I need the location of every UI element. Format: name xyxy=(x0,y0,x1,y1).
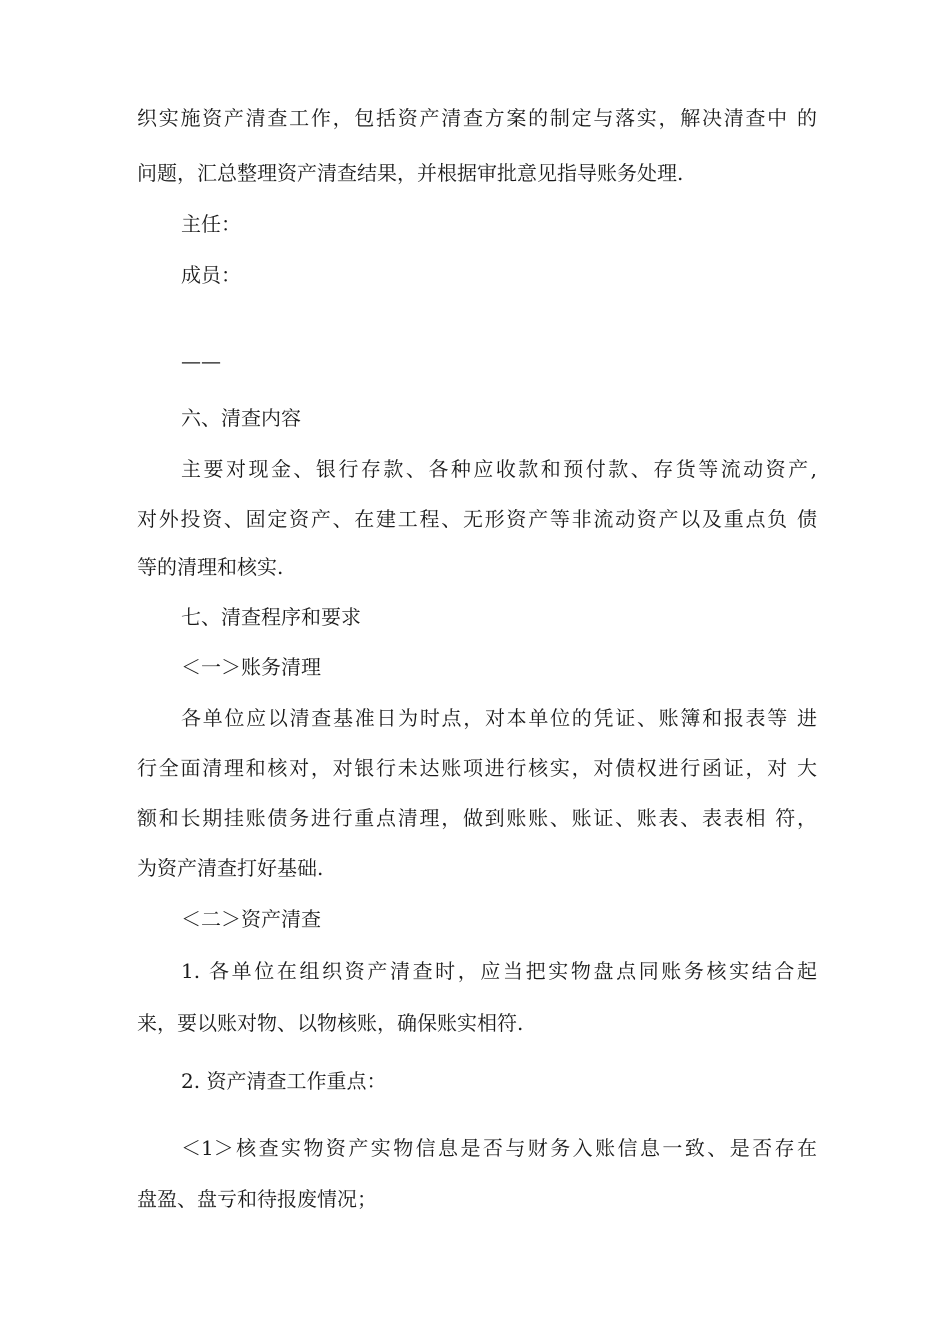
paragraph-line: 为资产清查打好基础. xyxy=(137,856,324,880)
subsection-heading: ＜一＞账务清理 xyxy=(181,655,321,679)
subsection-heading: ＜二＞资产清查 xyxy=(181,907,321,931)
section-heading: 七、清查程序和要求 xyxy=(181,605,361,629)
paragraph-line: 问题，汇总整理资产清查结果，并根据审批意见指导账务处理. xyxy=(137,161,684,185)
paragraph-line: ＜1＞核查实物资产实物信息是否与财务入账信息一致、是否存在 xyxy=(181,1136,817,1160)
list-item-heading: 2. 资产清查工作重点： xyxy=(181,1069,387,1093)
paragraph-line: 各单位应以清查基准日为时点，对本单位的凭证、账簿和报表等 进 xyxy=(181,706,817,730)
paragraph-line: 1. 各单位在组织资产清查时，应当把实物盘点同账务核实结合起 xyxy=(181,959,817,983)
paragraph-line: 盘盈、盘亏和待报废情况； xyxy=(137,1187,377,1211)
paragraph-line: 对外投资、固定资产、在建工程、无形资产等非流动资产以及重点负 债 xyxy=(137,507,817,531)
paragraph-line: 额和长期挂账债务进行重点清理，做到账账、账证、账表、表表相 符， xyxy=(137,806,817,830)
director-label: 主任： xyxy=(181,212,241,236)
section-heading: 六、清查内容 xyxy=(181,406,301,430)
members-label: 成员： xyxy=(181,263,241,287)
paragraph-line: 等的清理和核实. xyxy=(137,555,284,579)
paragraph-line: 主要对现金、银行存款、各种应收款和预付款、存货等流动资产, xyxy=(181,457,817,481)
paragraph-line: 来，要以账对物、以物核账，确保账实相符. xyxy=(137,1011,524,1035)
paragraph-line: 织实施资产清查工作，包括资产清查方案的制定与落实，解决清查中 的 xyxy=(137,106,817,130)
dash-separator: —— xyxy=(181,349,221,373)
paragraph-line: 行全面清理和核对，对银行未达账项进行核实，对债权进行函证，对 大 xyxy=(137,756,817,780)
